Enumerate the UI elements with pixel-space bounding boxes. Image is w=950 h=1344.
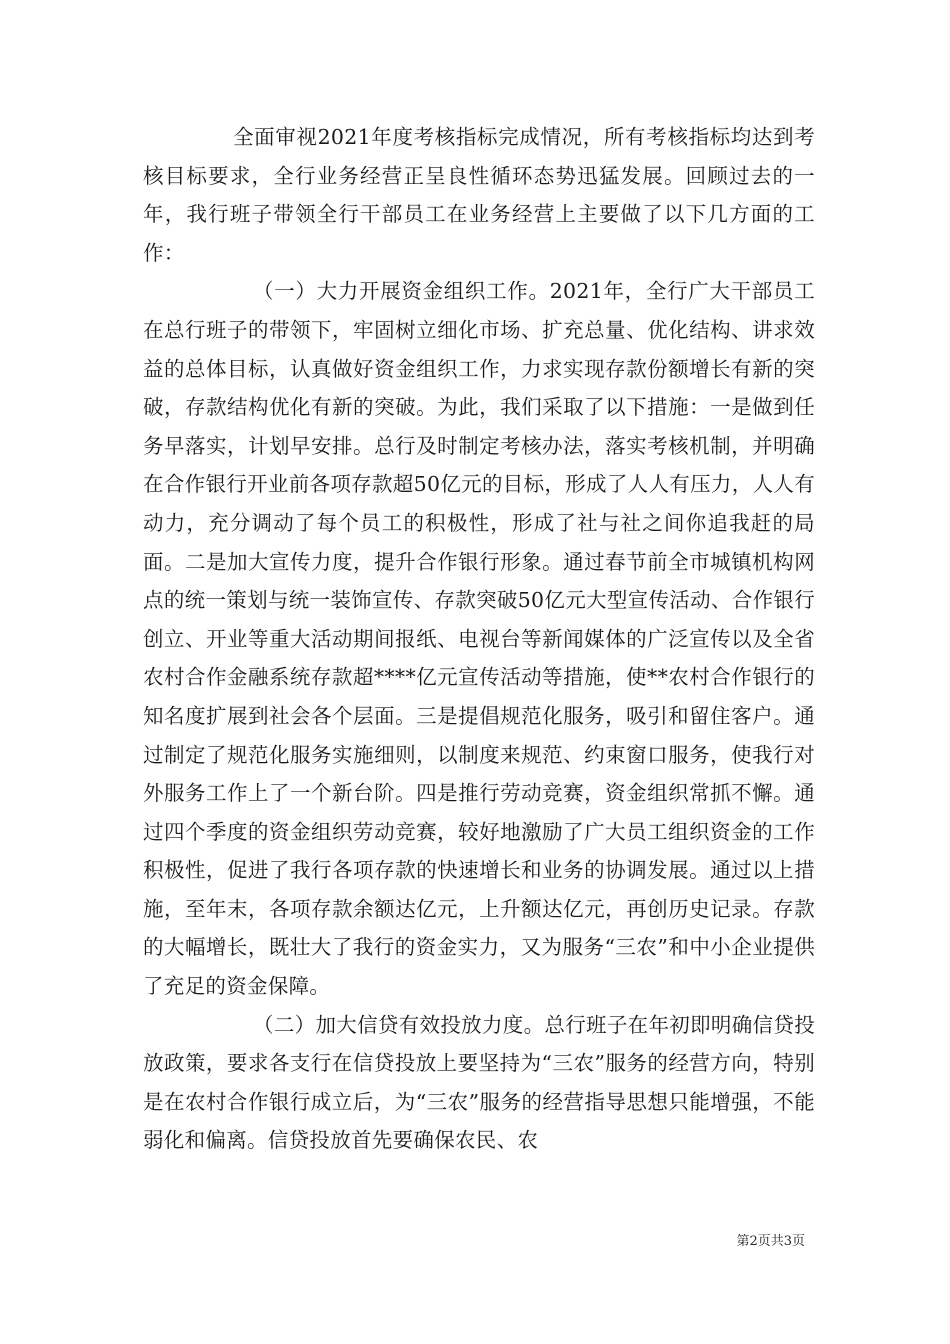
paragraph-section-2: （二）加大信贷有效投放力度。总行班子在年初即明确信贷投放政策，要求各支行在信贷投放上要坚持为“三农”服务的经营方向，特别是在农村合作银行成立后，为“三农”服务的经营指导思想只能增强，不能弱化和偏离。信贷投放首先要确保农民、农 xyxy=(143,1012,815,1153)
page-number-footer: 第2页共3页 xyxy=(736,1234,805,1249)
paragraph-section-1: （一）大力开展资金组织工作。2021年，全行广大干部员工在总行班子的带领下，牢固树立细化市场、扩充总量、优化结构、讲求效益的总体目标，认真做好资金组织工作，力求实现存款份额增长有新的突破，存款结构优化有新的突破。为此，我们采取了以下措施：一是做到任务早落实，计划早安排。总行及时制定考核办法，落实考核机制，并明确在合作银行开业前各项存款超50亿元的目标，形成了人人有压力，人人有动力，充分调动了每个员工的积极性，形成了社与社之间你追我赶的局面。二是加大宣传力度，提升合作银行形象。通过春节前全市城镇机构网点的统一策划与统一装饰宣传、存款突破50亿元大型宣传活动、合作银行创立、开业等重大活动期间报纸、电视台等新闻媒体的广泛宣传以及全省农村合作金融系统存款超****亿元宣传活动等措施，使**农村合作银行的知名度扩展到社会各个层面。三是提倡规范化服务，吸引和留住客户。通过制定了规范化服务实施细则，以制度来规范、约束窗口服务，使我行对外服务工作上了一个新台阶。四是推行劳动竞赛，资金组织常抓不懈。通过四个季度的资金组织劳动竞赛，较好地激励了广大员工组织资金的工作积极性，促进了我行各项存款的快速增长和业务的协调发展。通过以上措施，至年末，各项存款余额达亿元，上升额达亿元，再创历史记录。存款的大幅增长，既壮大了我行的资金实力，又为服务“三农”和中小企业提供了充足的资金保障。 xyxy=(143,279,815,999)
document-body xyxy=(143,118,815,1160)
paragraph-intro: 全面审视2021年度考核指标完成情况，所有考核指标均达到考核目标要求，全行业务经营正呈良性循环态势迅猛发展。回顾过去的一年，我行班子带领全行干部员工在业务经营上主要做了以下几方面的工作： xyxy=(143,125,815,265)
